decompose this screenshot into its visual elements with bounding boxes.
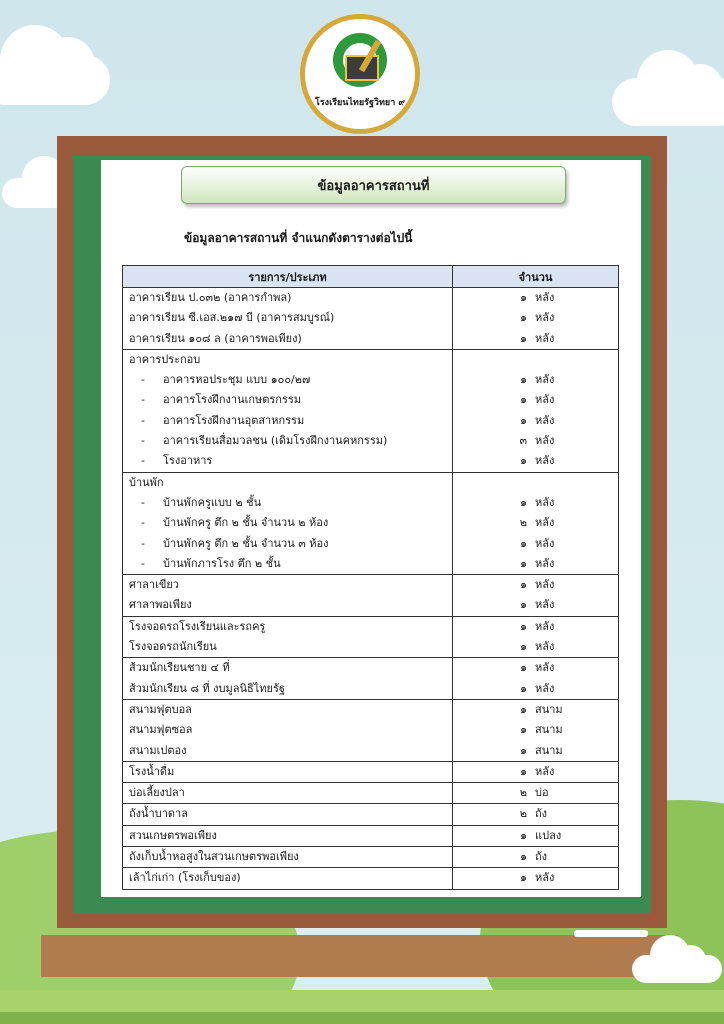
amount-line: [453, 637, 618, 657]
item-label: บ้านพักครู ตึก ๒ ชั้น จำนวน ๒ ห้อง: [163, 516, 329, 530]
item-line: [123, 451, 452, 471]
amount-line: [453, 700, 618, 720]
table-row: [123, 826, 618, 847]
unit: หลัง: [535, 681, 555, 695]
item-line: [123, 658, 452, 678]
amount-line: [453, 431, 618, 451]
item-label: โรงอาหาร: [163, 454, 213, 468]
amount-line: [453, 350, 618, 370]
table-row: [123, 658, 618, 700]
item-line: [123, 513, 452, 533]
unit: ถัง: [535, 807, 548, 821]
item-label: บ้านพัก: [129, 475, 164, 489]
quantity: ๑: [520, 556, 527, 570]
quantity: ๑: [520, 850, 527, 864]
bullet-dash: -: [141, 556, 145, 570]
amount-line: [453, 783, 618, 803]
amount-line: [453, 847, 618, 867]
item-line: [123, 679, 452, 699]
cloud-decoration: [632, 955, 722, 983]
quantity: ๒: [519, 516, 527, 530]
unit: หลัง: [535, 764, 555, 778]
unit: หลัง: [535, 393, 555, 407]
amount-cell: [453, 473, 618, 574]
amount-line: [453, 762, 618, 782]
bullet-dash: -: [141, 454, 145, 468]
shelf-highlight: [574, 930, 648, 937]
amount-line: [453, 804, 618, 824]
item-cell: [123, 473, 453, 574]
table-row: [123, 473, 618, 575]
table-body: [123, 288, 618, 889]
item-line: [123, 350, 452, 370]
amount-line: [453, 868, 618, 888]
amount-line: [453, 534, 618, 554]
quantity: ๓: [519, 434, 527, 448]
school-logo: [300, 14, 420, 134]
item-label: ศาลาพอเพียง: [129, 598, 192, 612]
unit: หลัง: [535, 373, 555, 387]
table-row: [123, 868, 618, 888]
item-line: [123, 411, 452, 431]
item-cell: [123, 350, 453, 472]
item-line: [123, 370, 452, 390]
quantity: ๑: [520, 743, 527, 757]
item-cell: [123, 617, 453, 658]
table-row: [123, 617, 618, 659]
amount-cell: [453, 762, 618, 782]
unit: หลัง: [535, 311, 555, 325]
item-label: โรงจอดรถนักเรียน: [129, 640, 217, 654]
quantity: ๑: [520, 661, 527, 675]
item-label: อาคารโรงฝึกงานอุตสาหกรรม: [163, 413, 305, 427]
amount-line: [453, 658, 618, 678]
item-label: โรงจอดรถโรงเรียนและรถครู: [129, 619, 266, 633]
table-row: [123, 847, 618, 868]
item-cell: [123, 826, 453, 846]
quantity: ๑: [520, 495, 527, 509]
school-name: โรงเรียนไทยรัฐวิทยา ๙: [315, 98, 405, 108]
item-line: [123, 390, 452, 410]
amount-line: [453, 513, 618, 533]
unit: บ่อ: [535, 786, 549, 800]
item-cell: [123, 700, 453, 761]
amount-line: [453, 473, 618, 493]
bullet-dash: -: [141, 434, 145, 448]
quantity: ๑: [520, 871, 527, 885]
item-cell: [123, 762, 453, 782]
amount-cell: [453, 617, 618, 658]
item-cell: [123, 804, 453, 824]
quantity: ๑: [520, 640, 527, 654]
unit: หลัง: [535, 291, 555, 304]
quantity: ๑: [520, 828, 527, 842]
amount-line: [453, 308, 618, 328]
unit: หลัง: [535, 516, 555, 530]
amount-cell: [453, 826, 618, 846]
amount-line: [453, 720, 618, 740]
amount-cell: [453, 350, 618, 472]
quantity: ๑: [520, 536, 527, 550]
item-label: สวนเกษตรพอเพียง: [129, 828, 217, 842]
item-label: โรงน้ำดื่ม: [129, 764, 175, 778]
quantity: ๑: [520, 331, 527, 345]
unit: หลัง: [535, 331, 555, 345]
item-label: อาคารโรงฝึกงานเกษตรกรรม: [163, 393, 302, 407]
item-label: ส้วมนักเรียน ๘ ที่ งบมูลนิธิไทยรัฐ: [129, 681, 285, 695]
quantity: ๑: [520, 702, 527, 716]
item-cell: [123, 783, 453, 803]
amount-line: [453, 370, 618, 390]
item-label: ศาลาเขียว: [129, 578, 179, 592]
amount-cell: [453, 804, 618, 824]
item-label: อาคารเรียนสื่อมวลชน (เดิมโรงฝึกงานคหกรรม): [163, 434, 388, 448]
amount-line: [453, 679, 618, 699]
amount-cell: [453, 700, 618, 761]
item-line: [123, 575, 452, 595]
unit: หลัง: [535, 871, 555, 885]
item-line: [123, 826, 452, 846]
item-line: [123, 493, 452, 513]
item-line: [123, 431, 452, 451]
quantity: ๑: [520, 373, 527, 387]
amount-cell: [453, 575, 618, 616]
quantity: [453, 350, 535, 370]
item-label: บ้านพักครูแบบ ๒ ชั้น: [163, 495, 262, 509]
amount-line: [453, 493, 618, 513]
board-shelf: [41, 935, 678, 977]
ground-decoration: [0, 1012, 724, 1024]
header-amount: จำนวน: [518, 270, 553, 284]
amount-line: [453, 595, 618, 615]
quantity: ๑: [520, 764, 527, 778]
table-header: [123, 266, 618, 288]
quantity: ๑: [520, 723, 527, 737]
item-line: [123, 534, 452, 554]
amount-cell: [453, 288, 618, 349]
table-row: [123, 804, 618, 825]
quantity: ๒: [519, 807, 527, 821]
bullet-dash: -: [141, 373, 145, 387]
item-line: [123, 473, 452, 493]
unit: แปลง: [535, 828, 562, 842]
item-label: สนามฟุตบอล: [129, 702, 192, 716]
page-title: ข้อมูลอาคารสถานที่: [181, 166, 566, 204]
amount-line: [453, 826, 618, 846]
unit: หลัง: [535, 556, 555, 570]
amount-cell: [453, 783, 618, 803]
amount-line: [453, 575, 618, 595]
quantity: ๑: [520, 413, 527, 427]
unit: หลัง: [535, 495, 555, 509]
item-line: [123, 595, 452, 615]
unit: หลัง: [535, 598, 555, 612]
item-line: [123, 804, 452, 824]
table-row: [123, 575, 618, 617]
table-row: [123, 350, 618, 473]
table-row: [123, 783, 618, 804]
facilities-table: [122, 265, 619, 890]
item-line: [123, 741, 452, 761]
item-label: อาคารประกอบ: [129, 352, 201, 366]
item-label: บ้านพักครู ตึก ๒ ชั้น จำนวน ๓ ห้อง: [163, 536, 329, 550]
unit: หลัง: [535, 413, 555, 427]
amount-line: [453, 554, 618, 574]
amount-line: [453, 617, 618, 637]
item-label: สนามเปตอง: [129, 743, 187, 757]
quantity: ๑: [520, 619, 527, 633]
item-line: [123, 637, 452, 657]
item-label: อาคารหอประชุม แบบ ๑๐๐/๒๗: [163, 373, 311, 387]
item-label: บ้านพักภารโรง ตึก ๒ ชั้น: [163, 556, 281, 570]
unit: ถัง: [535, 850, 548, 864]
item-line: [123, 329, 452, 349]
amount-line: [453, 329, 618, 349]
intro-text: ข้อมูลอาคารสถานที่ จำแนกดังตารางต่อไปนี้: [184, 231, 413, 245]
item-cell: [123, 658, 453, 699]
item-label: อาคารเรียน ป.๐๓๒ (อาคารกำพล): [129, 291, 292, 304]
quantity: ๑: [520, 578, 527, 592]
table-row: [123, 762, 618, 783]
item-line: [123, 288, 452, 308]
amount-line: [453, 741, 618, 761]
item-label: อาคารเรียน ซี.เอส.๒๑๗ บี (อาคารสมบูรณ์): [129, 311, 335, 325]
item-line: [123, 847, 452, 867]
amount-line: [453, 451, 618, 471]
amount-line: [453, 288, 618, 308]
unit: หลัง: [535, 640, 555, 654]
item-line: [123, 720, 452, 740]
item-line: [123, 700, 452, 720]
amount-line: [453, 411, 618, 431]
item-line: [123, 868, 452, 888]
unit: หลัง: [535, 454, 555, 468]
cloud-decoration: [612, 78, 724, 126]
item-line: [123, 554, 452, 574]
amount-cell: [453, 658, 618, 699]
item-label: ถังน้ำบาดาล: [129, 807, 188, 821]
unit: สนาม: [535, 743, 563, 757]
item-line: [123, 617, 452, 637]
item-label: ถังเก็บน้ำหอสูงในสวนเกษตรพอเพียง: [129, 850, 299, 864]
unit: หลัง: [535, 434, 555, 448]
quantity: ๑: [520, 393, 527, 407]
quantity: ๑: [520, 454, 527, 468]
quantity: ๒: [519, 786, 527, 800]
quantity: [453, 473, 535, 493]
bullet-dash: -: [141, 393, 145, 407]
unit: หลัง: [535, 578, 555, 592]
item-line: [123, 783, 452, 803]
bullet-dash: -: [141, 413, 145, 427]
header-item: รายการ/ประเภท: [123, 266, 453, 287]
item-label: สนามฟุตซอล: [129, 723, 193, 737]
unit: สนาม: [535, 702, 563, 716]
unit: หลัง: [535, 661, 555, 675]
cloud-decoration: [0, 55, 110, 105]
item-label: ส้วมนักเรียนชาย ๔ ที่: [129, 661, 230, 675]
item-cell: [123, 575, 453, 616]
table-row: [123, 288, 618, 350]
item-line: [123, 308, 452, 328]
item-cell: [123, 868, 453, 888]
quantity: ๑: [520, 291, 527, 304]
bullet-dash: -: [141, 536, 145, 550]
unit: สนาม: [535, 723, 563, 737]
table-row: [123, 700, 618, 762]
quantity: ๑: [520, 598, 527, 612]
item-line: [123, 762, 452, 782]
unit: หลัง: [535, 619, 555, 633]
bullet-dash: -: [141, 516, 145, 530]
quantity: ๑: [520, 681, 527, 695]
amount-cell: [453, 868, 618, 888]
item-label: อาคารเรียน ๑๐๘ ล (อาคารพอเพียง): [129, 331, 302, 345]
unit: หลัง: [535, 536, 555, 550]
item-label: เล้าไก่เก่า (โรงเก็บของ): [129, 871, 241, 885]
item-cell: [123, 847, 453, 867]
bullet-dash: -: [141, 495, 145, 509]
item-cell: [123, 288, 453, 349]
item-label: บ่อเลี้ยงปลา: [129, 786, 185, 800]
amount-cell: [453, 847, 618, 867]
amount-line: [453, 390, 618, 410]
quantity: ๑: [520, 311, 527, 325]
